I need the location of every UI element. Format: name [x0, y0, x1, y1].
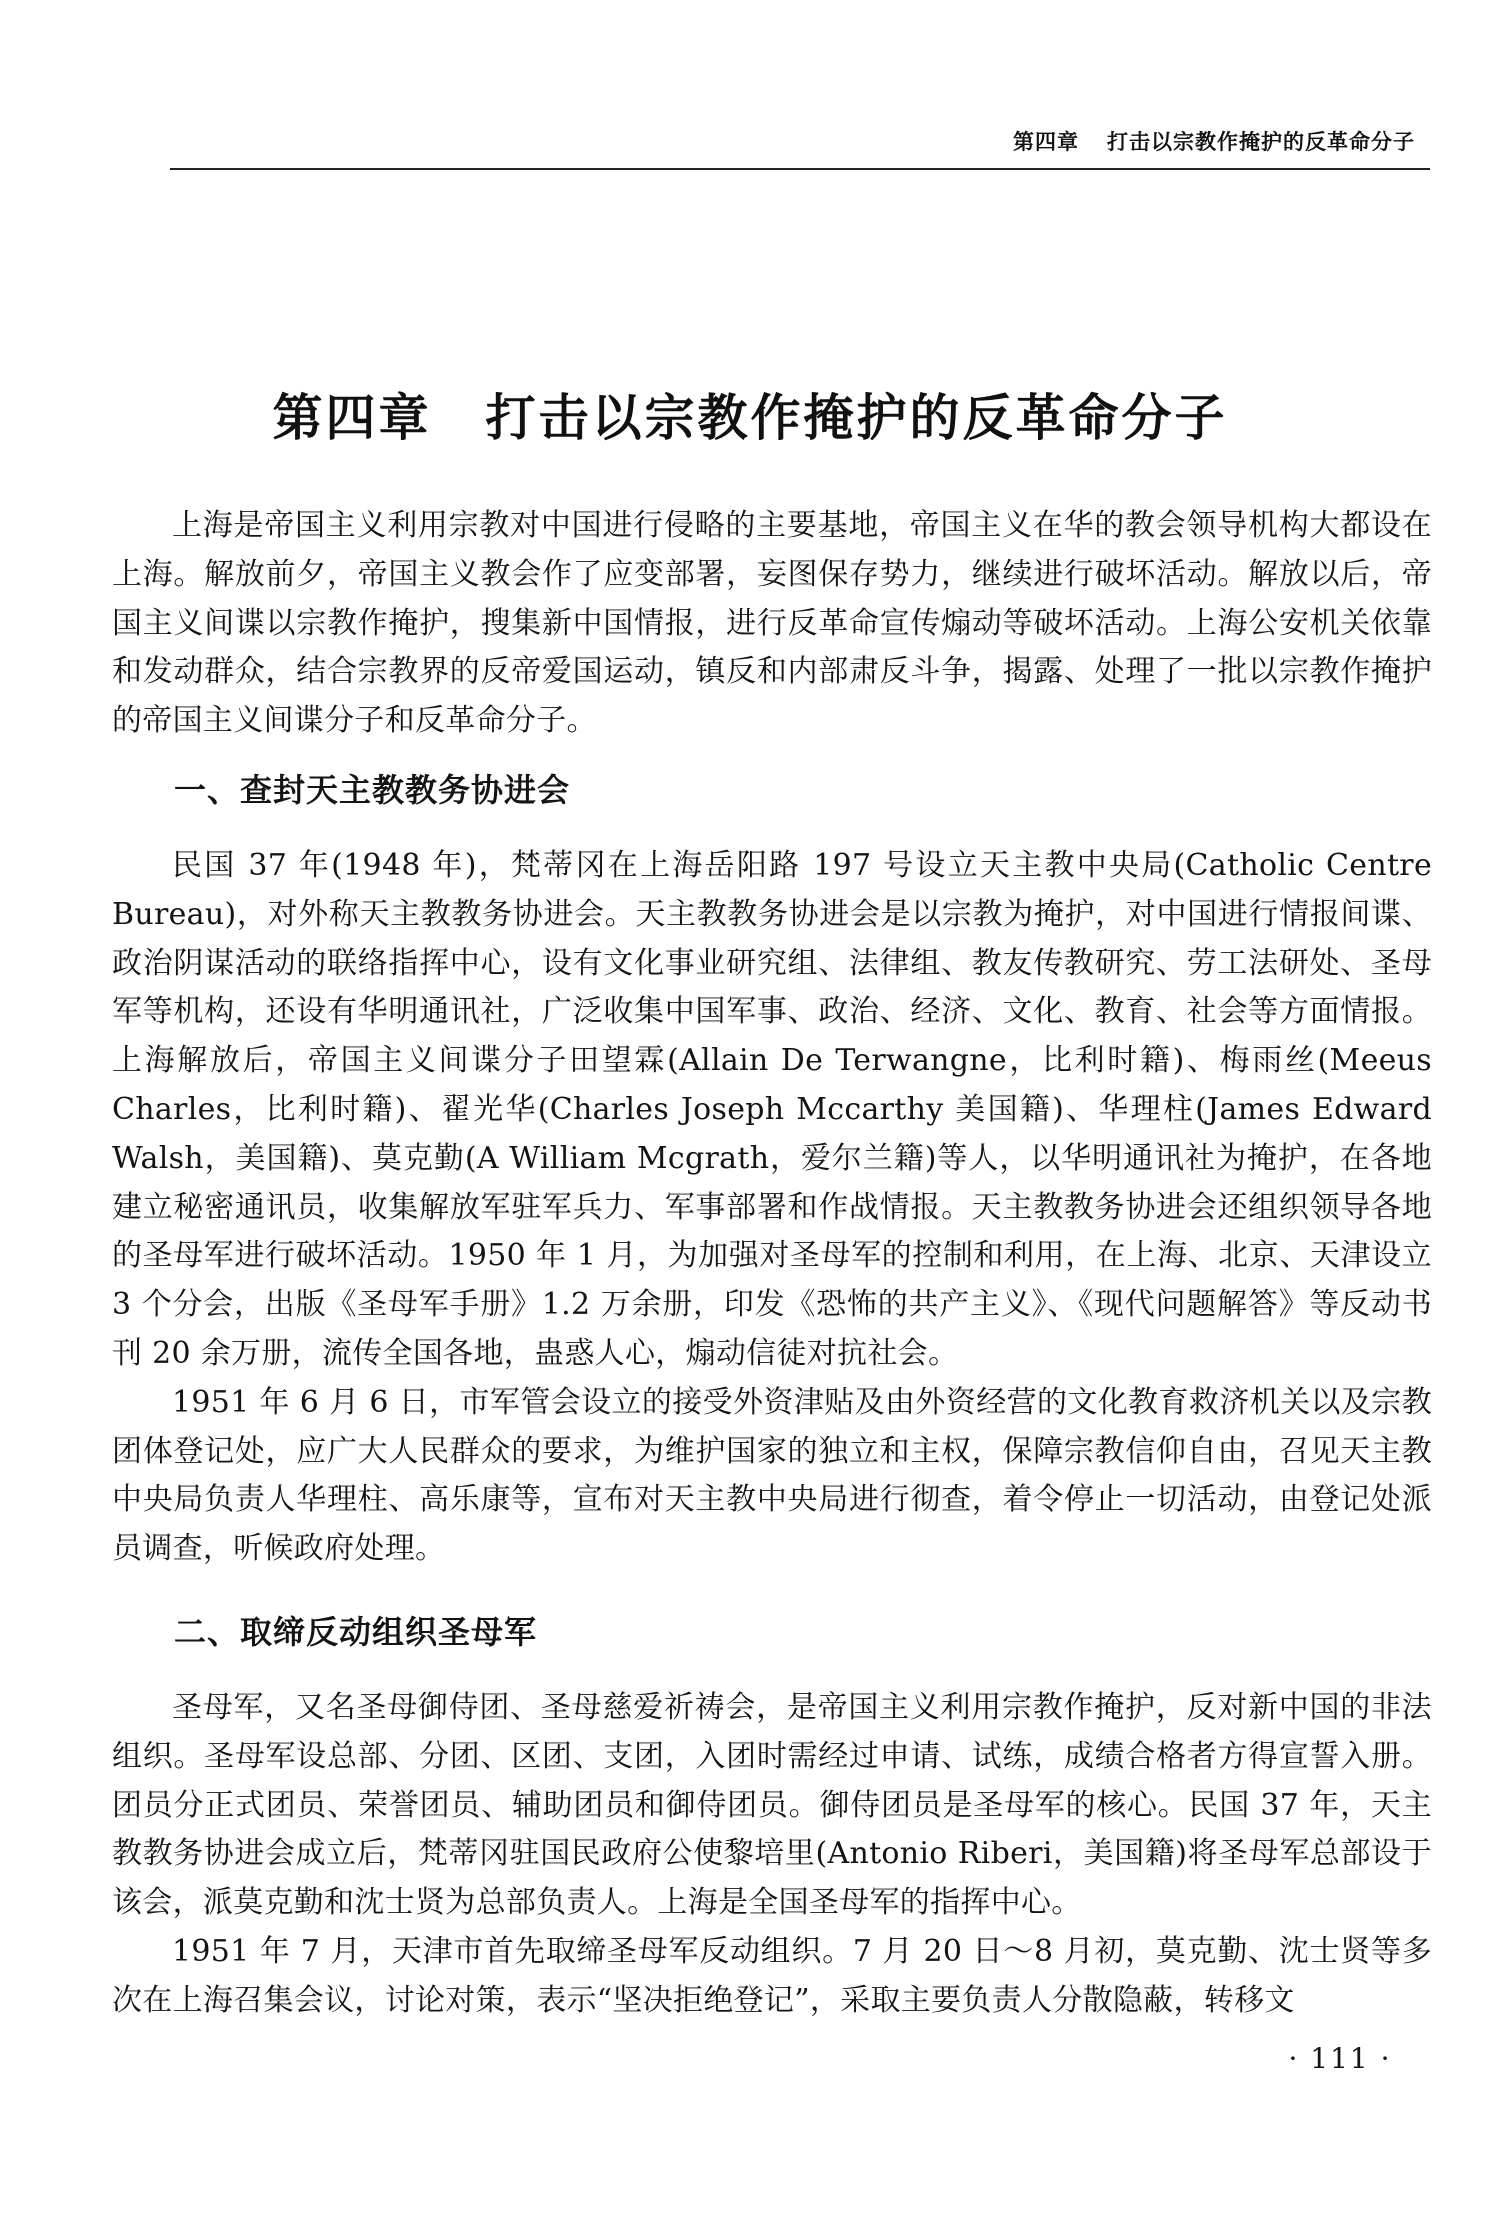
- page-number: · 111 ·: [1288, 2042, 1392, 2075]
- running-header-chapter-label: 第四章: [1013, 130, 1079, 154]
- section-heading-2: 二、取缔反动组织圣母军: [174, 1612, 538, 1651]
- chapter-title: [0, 378, 1500, 450]
- running-header-chapter-title: 打击以宗教作掩护的反革命分子: [1107, 130, 1415, 154]
- section2-paragraph-2: 1951 年 7 月，天津市首先取缔圣母军反动组织。7 月 20 日～8 月初，莫克勤、沈士贤等多次在上海召集会议，讨论对策，表示“坚决拒绝登记”，采取主要负责人分散隐蔽，转移文: [112, 1933, 1432, 2018]
- running-header: [170, 126, 1415, 156]
- chapter-label: 第四章: [272, 389, 432, 447]
- header-rule: [170, 168, 1430, 170]
- intro-paragraph: 上海是帝国主义利用宗教对中国进行侵略的主要基地，帝国主义在华的教会领导机构大都设在上海。解放前夕，帝国主义教会作了应变部署，妄图保存势力，继续进行破坏活动。解放以后，帝国主义间谍以宗教作掩护，搜集新中国情报，进行反革命宣传煽动等破坏活动。上海公安机关依靠和发动群众，结合宗教界的反帝爱国运动，镇反和内部肃反斗争，揭露、处理了一批以宗教作掩护的帝国主义间谍分子和反革命分子。: [112, 508, 1432, 739]
- chapter-title-text: 打击以宗教作掩护的反革命分子: [485, 389, 1228, 447]
- section1-paragraph-1: 民国 37 年(1948 年)，梵蒂冈在上海岳阳路 197 号设立天主教中央局(Catholic Centre Bureau)，对外称天主教教务协进会。天主教教务协进会是以宗教为掩护，对中国进行情报间谍、政治阴谋活动的联络指挥中心，设有文化事业研究组、法律组、教友传教研究、劳工法研处、圣母军等机构，还设有华明通讯社，广泛收集中国军事、政治、经济、文化、教育、社会等方面情报。上海解放后，帝国主义间谍分子田望霖(Allain De Terwangne，比利时籍)、梅雨丝(Meeus Charles，比利时籍)、翟光华(Charles Joseph Mccarthy 美国籍)、华理柱(James Edward Walsh，美国籍)、莫克勤(A William Mcgrath，爱尔兰籍)等人，以华明通讯社为掩护，在各地建立秘密通讯员，收集解放军驻军兵力、军事部署和作战情报。天主教教务协进会还组织领导各地的圣母军进行破坏活动。1950 年 1 月，为加强对圣母军的控制和利用，在上海、北京、天津设立 3 个分会，出版《圣母军手册》1.2 万余册，印发《恐怖的共产主义》、《现代问题解答》等反动书刊 20 余万册，流传全国各地，蛊惑人心，煽动信徒对抗社会。: [112, 847, 1432, 1371]
- section-heading-1: 一、查封天主教教务协进会: [174, 770, 571, 809]
- section2-paragraph-1: 圣母军，又名圣母御侍团、圣母慈爱祈祷会，是帝国主义利用宗教作掩护，反对新中国的非法组织。圣母军设总部、分团、区团、支团，入团时需经过申请、试练，成绩合格者方得宣誓入册。团员分正式团员、荣誉团员、辅助团员和御侍团员。御侍团员是圣母军的核心。民国 37 年，天主教教务协进会成立后，梵蒂冈驻国民政府公使黎培里(Antonio Riberi，美国籍)将圣母军总部设于该会，派莫克勤和沈士贤为总部负责人。上海是全国圣母军的指挥中心。: [112, 1689, 1432, 1921]
- body-text: [112, 502, 1432, 2026]
- section1-paragraph-2: 1951 年 6 月 6 日，市军管会设立的接受外资津贴及由外资经营的文化教育救济机关以及宗教团体登记处，应广大人民群众的要求，为维护国家的独立和主权，保障宗教信仰自由，召见天主教中央局负责人华理柱、高乐康等，宣布对天主教中央局进行彻查，着令停止一切活动，由登记处派员调查，听候政府处理。: [112, 1384, 1432, 1567]
